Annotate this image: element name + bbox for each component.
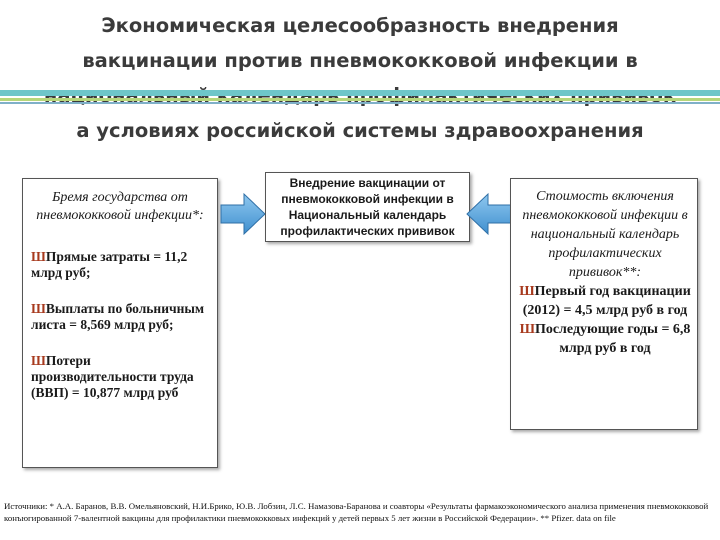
bullet-marker: Ш	[31, 301, 46, 316]
slide-title: Экономическая целесообразность внедрения вакцинации против пневмококковой инфекции в а условиях российской системы здравоохранения	[76, 14, 644, 142]
bullet-text: Потери производительности труда (ВВП) = 10,877 млрд руб	[31, 353, 194, 400]
bullet-productivity-loss	[31, 353, 209, 401]
arrow-left-icon	[466, 192, 512, 236]
bullet-marker: Ш	[31, 353, 46, 368]
bullet-text: Последующие годы = 6,8 млрд руб в год	[534, 322, 691, 356]
inclusion-cost-heading: Стоимость включения пневмококковой инфекции в национальный календарь профилактических прививок**:	[522, 189, 688, 280]
decorative-line-blue	[0, 102, 720, 104]
bullet-following-years	[519, 320, 691, 358]
decorative-line-teal	[0, 90, 720, 96]
bullet-marker: Ш	[31, 249, 46, 264]
bullet-direct-costs	[31, 249, 209, 281]
bullet-text: Выплаты по больничным листа = 8,569 млрд руб;	[31, 301, 205, 332]
bullet-marker: Ш	[519, 322, 535, 337]
bullet-sick-leave	[31, 301, 209, 333]
inclusion-cost-box	[510, 178, 698, 430]
bullet-marker: Ш	[519, 284, 535, 299]
arrow-right-icon	[220, 192, 266, 236]
vaccination-introduction-text: Внедрение вакцинации от пневмококковой инфекции в Национальный календарь профилактических прививок	[280, 176, 455, 238]
vaccination-introduction-box	[265, 172, 470, 242]
state-burden-heading: Бремя государства от пневмококковой инфекции*:	[36, 190, 204, 223]
bullet-text: Прямые затраты = 11,2 млрд руб;	[31, 249, 188, 280]
bullet-first-year	[519, 282, 691, 320]
sources-footnote: Источники: * А.А. Баранов, В.В. Омельяновский, Н.И.Брико, Ю.В. Лобзин, Л.С. Намазова-Баранова и соавторы «Результаты фармакоэкономического анализа применения пневмококковой конъюгированной 7-валентной вакцины для профилактики пневмококковых инфекций у детей первых 5 лет жизни в Российской Федерации». ** Pfizer. data on file	[4, 501, 709, 523]
decorative-line-green	[0, 98, 720, 101]
state-burden-box	[22, 178, 218, 468]
bullet-text: Первый год вакцинации (2012) = 4,5 млрд руб в год	[522, 284, 691, 318]
